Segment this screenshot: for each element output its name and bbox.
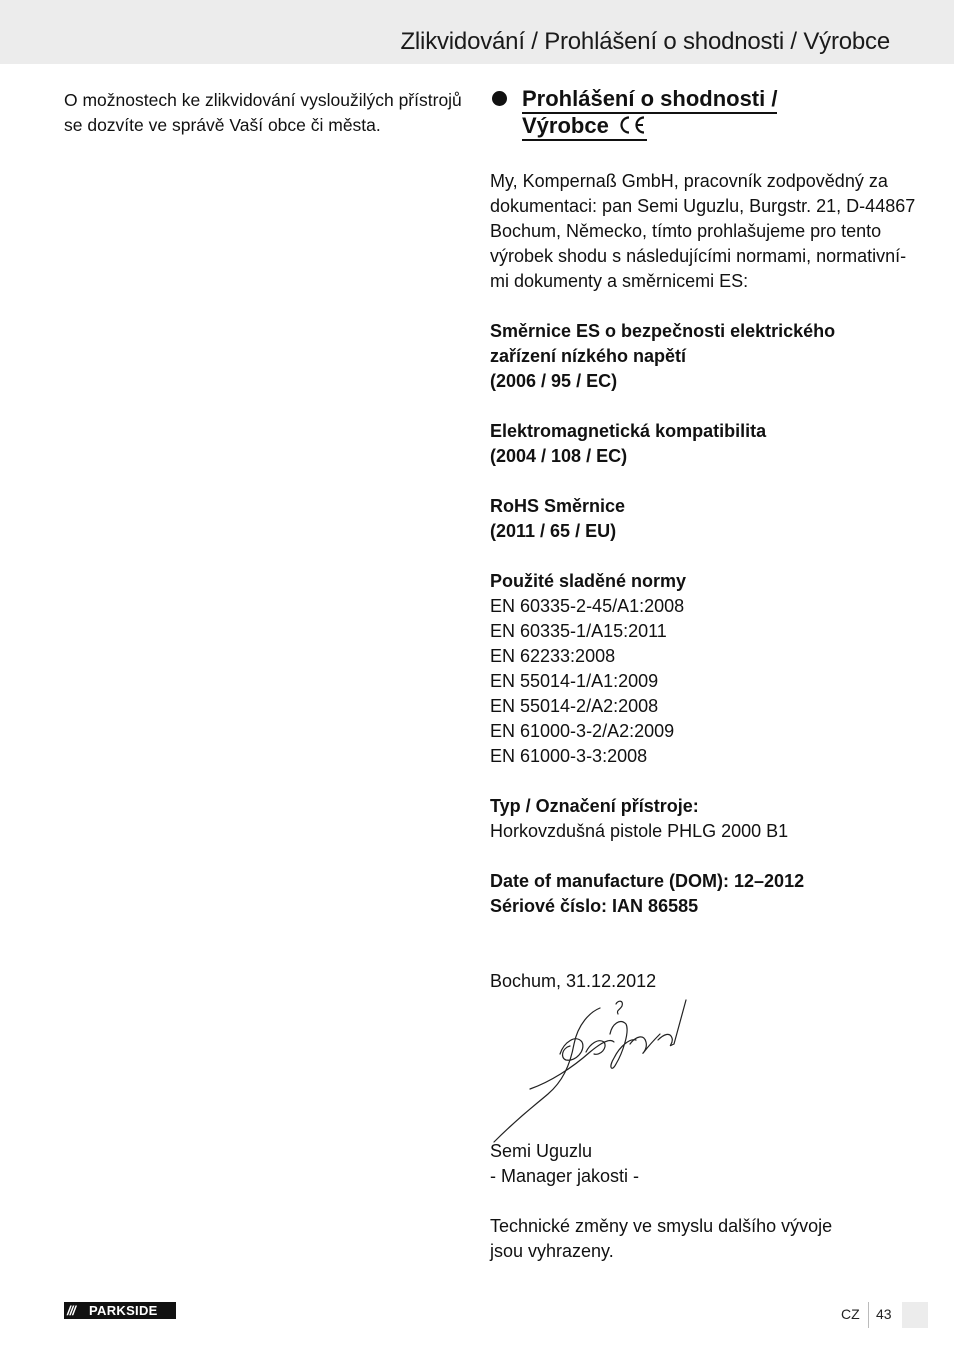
intro-line: dokumentaci: pan Semi Uguzlu, Burgstr. 21, D-44867 — [490, 196, 916, 216]
declaration-section — [490, 85, 916, 1264]
directive-line: Elektromagnetická kompatibilita — [490, 421, 767, 441]
device-type — [490, 794, 900, 844]
footer-divider — [868, 1302, 869, 1328]
standard-item: EN 55014-1/A1:2009 — [490, 671, 659, 691]
signer-role: - Manager jakosti - — [490, 1166, 640, 1186]
intro-line: výrobek shodu s následujícími normami, normativní- — [490, 246, 907, 266]
bullet-icon — [492, 91, 507, 106]
standard-item: EN 61000-3-2/A2:2009 — [490, 721, 675, 741]
header-band — [0, 0, 954, 64]
type-value: Horkovzdušná pistole PHLG 2000 B1 — [490, 821, 789, 841]
changes-note-line: Technické změny ve smyslu dalšího vývoje — [490, 1216, 833, 1236]
page-number: 43 — [876, 1306, 892, 1322]
place-date: Bochum, 31.12.2012 — [490, 971, 657, 991]
rohs-directive — [490, 494, 900, 544]
directive-line: (2004 / 108 / EC) — [490, 446, 628, 466]
standard-item: EN 62233:2008 — [490, 646, 616, 666]
disposal-text-line: se dozvíte ve správě Vaší obce či města. — [64, 115, 381, 135]
footer-tab-box — [902, 1302, 928, 1328]
declaration-heading — [490, 85, 900, 139]
dom-line: Date of manufacture (DOM): 12–2012 — [490, 871, 805, 891]
signer-name: Semi Uguzlu — [490, 1141, 593, 1161]
parkside-logo — [64, 1302, 176, 1319]
intro-line: mi dokumenty a směrnicemi ES: — [490, 271, 749, 291]
serial-line: Sériové číslo: IAN 86585 — [490, 896, 699, 916]
disposal-text-line: O možnostech ke zlikvidování vysloužilých přístrojů — [64, 90, 462, 110]
page-title: Zlikvidování / Prohlášení o shodnosti / Výrobce — [400, 28, 890, 55]
changes-note-line: jsou vyhrazeny. — [490, 1241, 614, 1261]
manufacture-info — [490, 869, 900, 919]
standard-item: EN 60335-1/A15:2011 — [490, 621, 667, 641]
intro-line: My, Kompernaß GmbH, pracovník zodpovědný za — [490, 171, 888, 191]
standard-item: EN 60335-2-45/A1:2008 — [490, 596, 685, 616]
disposal-section — [64, 88, 469, 138]
intro-paragraph — [490, 169, 916, 294]
standard-item: EN 61000-3-3:2008 — [490, 746, 648, 766]
language-code: CZ — [841, 1306, 860, 1322]
directive-line: (2011 / 65 / EU) — [490, 521, 617, 541]
ce-mark-icon — [617, 115, 647, 135]
heading-line: Výrobce — [522, 113, 647, 141]
logo-slashes: /// — [67, 1303, 75, 1318]
emc-directive — [490, 419, 900, 469]
signature-image — [490, 994, 690, 1144]
standards-heading: Použité sladěné normy — [490, 571, 687, 591]
logo-brand: PARKSIDE — [89, 1303, 158, 1318]
directive-line: zařízení nízkého napětí — [490, 346, 687, 366]
standard-item: EN 55014-2/A2:2008 — [490, 696, 659, 716]
standards-list — [490, 569, 900, 769]
directive-line: Směrnice ES o bezpečnosti elektrického — [490, 321, 836, 341]
type-label: Typ / Označení přístroje: — [490, 796, 699, 816]
heading-line: Prohlášení o shodnosti / — [522, 86, 777, 114]
directive-line: (2006 / 95 / EC) — [490, 371, 618, 391]
low-voltage-directive — [490, 319, 900, 394]
intro-line: Bochum, Německo, tímto prohlašujeme pro tento — [490, 221, 882, 241]
directive-line: RoHS Směrnice — [490, 496, 626, 516]
